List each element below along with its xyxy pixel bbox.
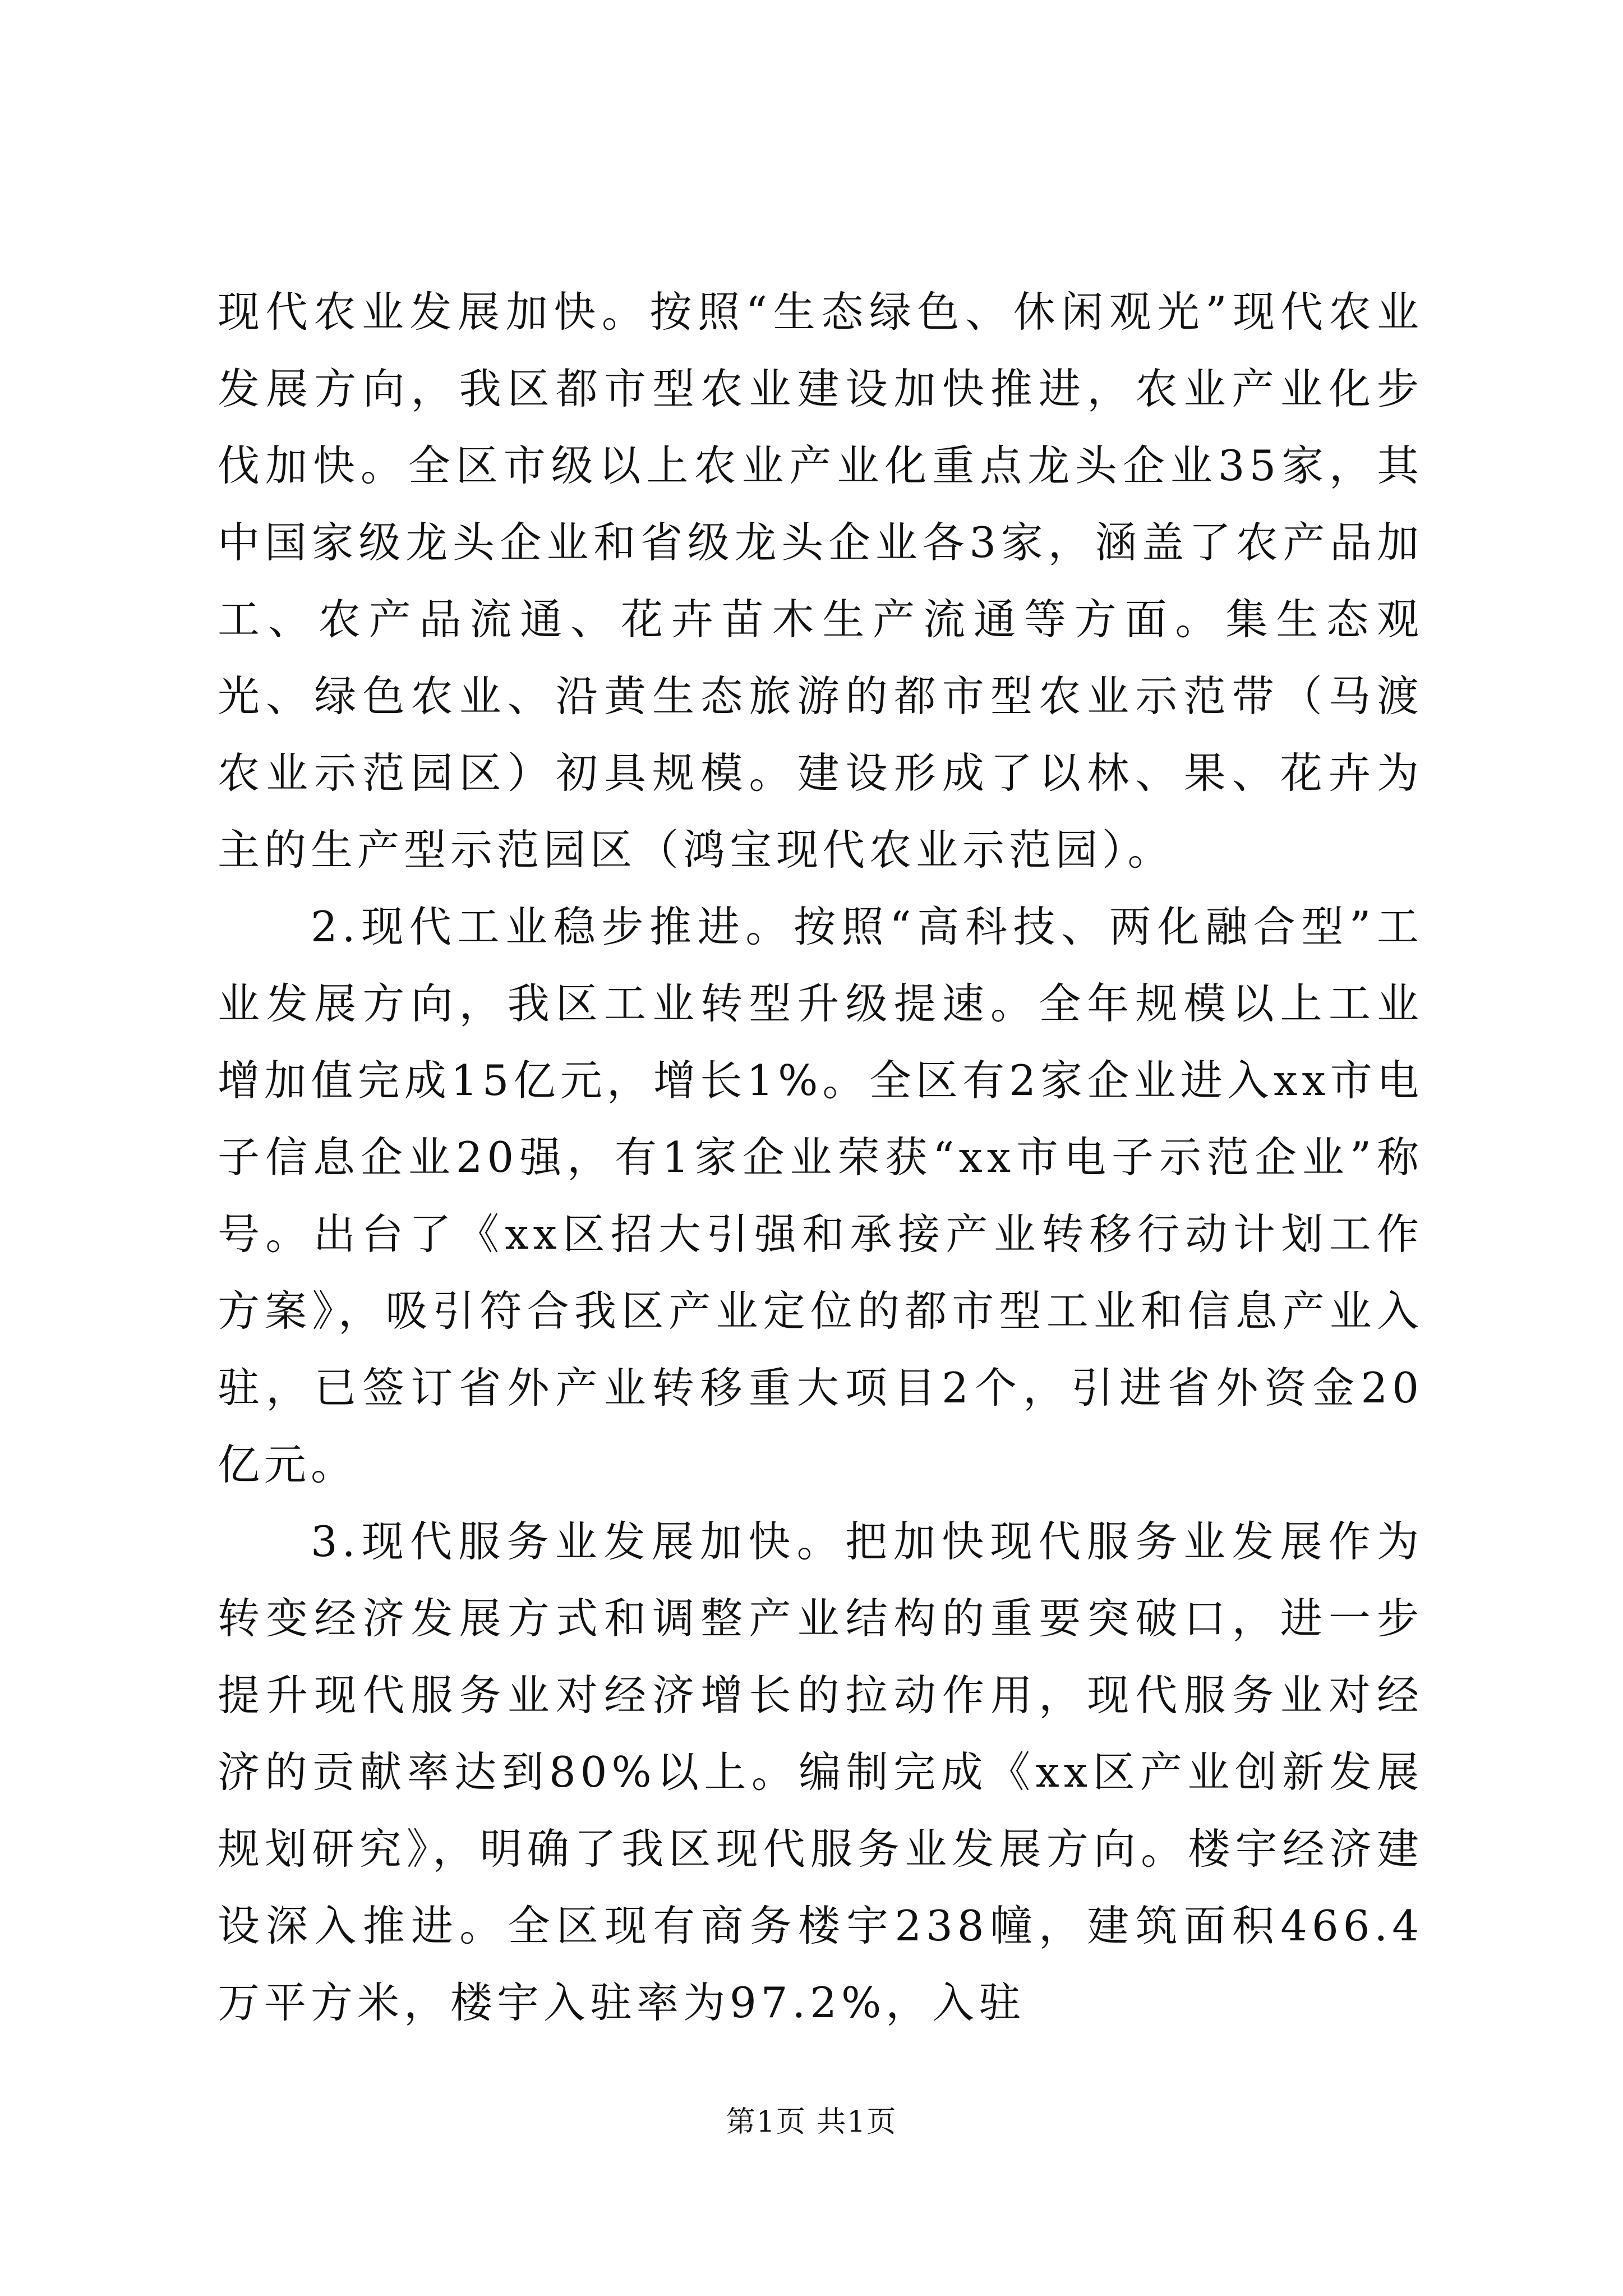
paragraph-modern-services: 3.现代服务业发展加快。把加快现代服务业发展作为转变经济发展方式和调整产业结构的重要突破口，进一步提升现代服务业对经济增长的拉动作用，现代服务业对经济的贡献率达到80%以上。编制完成《xx区产业创新发展规划研究》，明确了我区现代服务业发展方向。楼宇经济建设深入推进。全区现有商务楼宇238幢，建筑面积466.4万平方米，楼宇入驻率为97.2%，入驻 [218,1517,1423,2027]
paragraph-modern-industry: 2.现代工业稳步推进。按照“高科技、两化融合型”工业发展方向，我区工业转型升级提速。全年规模以上工业增加值完成15亿元，增长1%。全区有2家企业进入xx市电子信息企业20强，有1家企业荣获“xx市电子示范企业”称号。出台了《xx区招大引强和承接产业转移行动计划工作方案》，吸引符合我区产业定位的都市型工业和信息产业入驻，已签订省外产业转移重大项目2个，引进省外资金20亿元。 [218,902,1423,1489]
document-body [218,274,1423,2041]
paragraph-modern-agriculture: 现代农业发展加快。按照“生态绿色、休闲观光”现代农业发展方向，我区都市型农业建设加快推进，农业产业化步伐加快。全区市级以上农业产业化重点龙头企业35家，其中国家级龙头企业和省级龙头企业各3家，涵盖了农产品加工、农产品流通、花卉苗木生产流通等方面。集生态观光、绿色农业、沿黄生态旅游的都市型农业示范带（马渡农业示范园区）初具规模。建设形成了以林、果、花卉为主的生产型示范园区（鸿宝现代农业示范园）。 [218,287,1423,875]
page-footer: 第1页 共1页 [726,2105,897,2139]
